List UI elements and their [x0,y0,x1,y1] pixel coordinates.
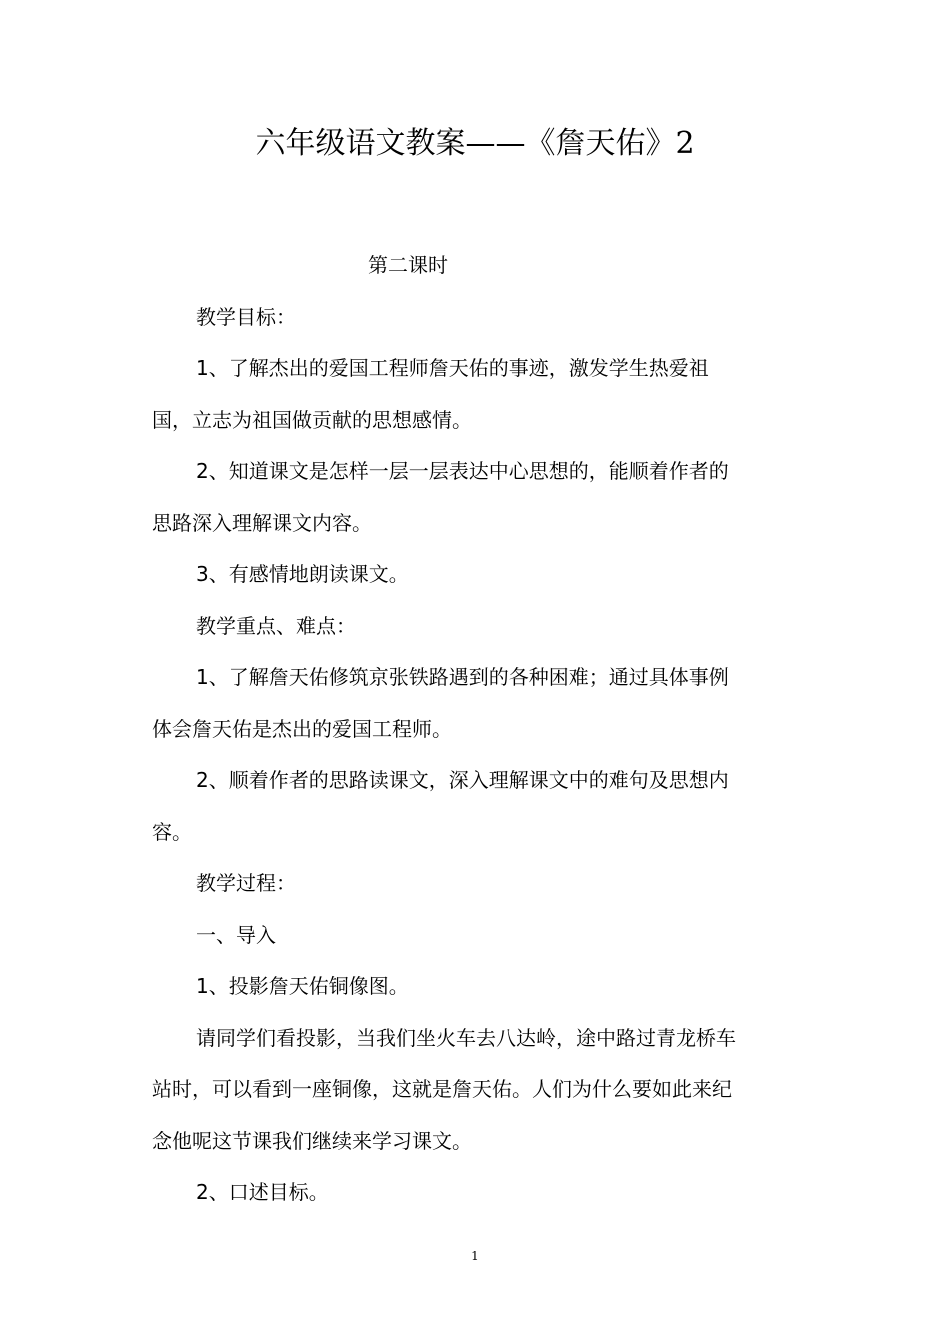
page-number: 1 [471,1249,479,1263]
paragraph-line: 思路深入理解课文内容。 [152,510,372,535]
paragraph-line: 1、了解詹天佑修筑京张铁路遇到的各种困难；通过具体事例 [196,665,729,689]
paragraph-line: 3、有感情地朗读课文。 [196,562,409,586]
paragraph-line: 2、顺着作者的思路读课文，深入理解课文中的难句及思想内 [196,768,729,792]
paragraph-line: 2、知道课文是怎样一层一层表达中心思想的，能顺着作者的 [196,459,729,483]
paragraph-line: 2、口述目标。 [196,1180,329,1204]
section-heading-goals: 教学目标： [196,304,296,329]
paragraph-line: 1、了解杰出的爱国工程师詹天佑的事迹，激发学生热爱祖 [196,356,709,380]
paragraph-line: 体会詹天佑是杰出的爱国工程师。 [152,716,452,741]
paragraph-line: 1、投影詹天佑铜像图。 [196,974,409,998]
paragraph-line: 容。 [152,819,192,844]
document-title: 六年级语文教案——《詹天佑》2 [255,126,695,161]
paragraph-line: 站时，可以看到一座铜像，这就是詹天佑。人们为什么要如此来纪 [152,1077,732,1101]
lesson-subtitle: 第二课时 [368,253,448,277]
section-heading-process: 教学过程： [196,871,296,895]
document-body [152,240,812,1219]
paragraph-line: 国，立志为祖国做贡献的思想感情。 [152,407,472,432]
paragraph-line: 请同学们看投影，当我们坐火车去八达岭，途中路过青龙桥车 [196,1025,736,1050]
paragraph-line: 念他呢这节课我们继续来学习课文。 [152,1128,472,1153]
subsection-heading: 一、导入 [196,922,276,947]
section-heading-key-points: 教学重点、难点： [196,613,356,638]
